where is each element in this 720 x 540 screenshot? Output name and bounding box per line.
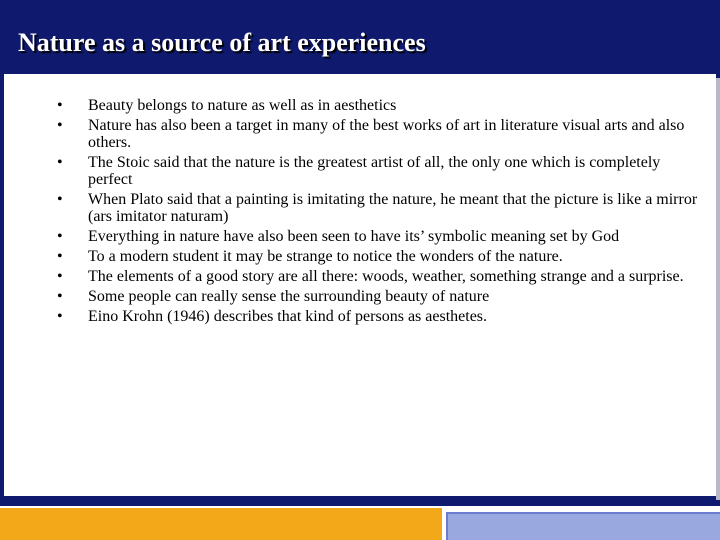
bullet-text: When Plato said that a painting is imitating the nature, he meant that the picture is like a mirror (ars imitator naturam) <box>88 191 698 225</box>
bullet-icon: • <box>57 97 63 114</box>
bullet-item <box>54 154 704 188</box>
bullet-text: Some people can really sense the surrounding beauty of nature <box>88 288 490 305</box>
bullet-item <box>54 117 704 151</box>
bullet-item <box>54 191 704 225</box>
bullet-item <box>54 97 704 114</box>
bullet-text: Nature has also been a target in many of the best works of art in literature visual arts and also others. <box>88 117 685 151</box>
bullet-text: The elements of a good story are all there: woods, weather, something strange and a surprise. <box>88 268 684 285</box>
bullet-icon: • <box>57 154 63 171</box>
bullet-item <box>54 268 704 285</box>
bullet-text: The Stoic said that the nature is the greatest artist of all, the only one which is completely perfect <box>88 154 661 188</box>
bullet-item <box>54 288 704 305</box>
slide-title: Nature as a source of art experiences <box>18 28 426 57</box>
footer-bar-left <box>0 508 442 540</box>
bullet-item <box>54 228 704 245</box>
bullet-icon: • <box>57 308 63 325</box>
bullet-text: To a modern student it may be strange to notice the wonders of the nature. <box>88 248 563 265</box>
bullet-list <box>54 97 704 328</box>
bullet-text: Everything in nature have also been seen to have its’ symbolic meaning set by God <box>88 228 620 245</box>
footer-bar-right <box>446 512 720 540</box>
bullet-item <box>54 248 704 265</box>
bullet-text: Beauty belongs to nature as well as in aesthetics <box>88 97 397 114</box>
bottom-rule <box>0 500 720 506</box>
bullet-item <box>54 308 704 325</box>
bullet-icon: • <box>57 248 63 265</box>
bullet-icon: • <box>57 228 63 245</box>
bullet-icon: • <box>57 117 63 134</box>
bullet-icon: • <box>57 288 63 305</box>
bullet-icon: • <box>57 268 63 285</box>
frame-shadow <box>716 78 720 504</box>
bullet-text: Eino Krohn (1946) describes that kind of persons as aesthetes. <box>88 308 488 325</box>
bullet-icon: • <box>57 191 63 208</box>
